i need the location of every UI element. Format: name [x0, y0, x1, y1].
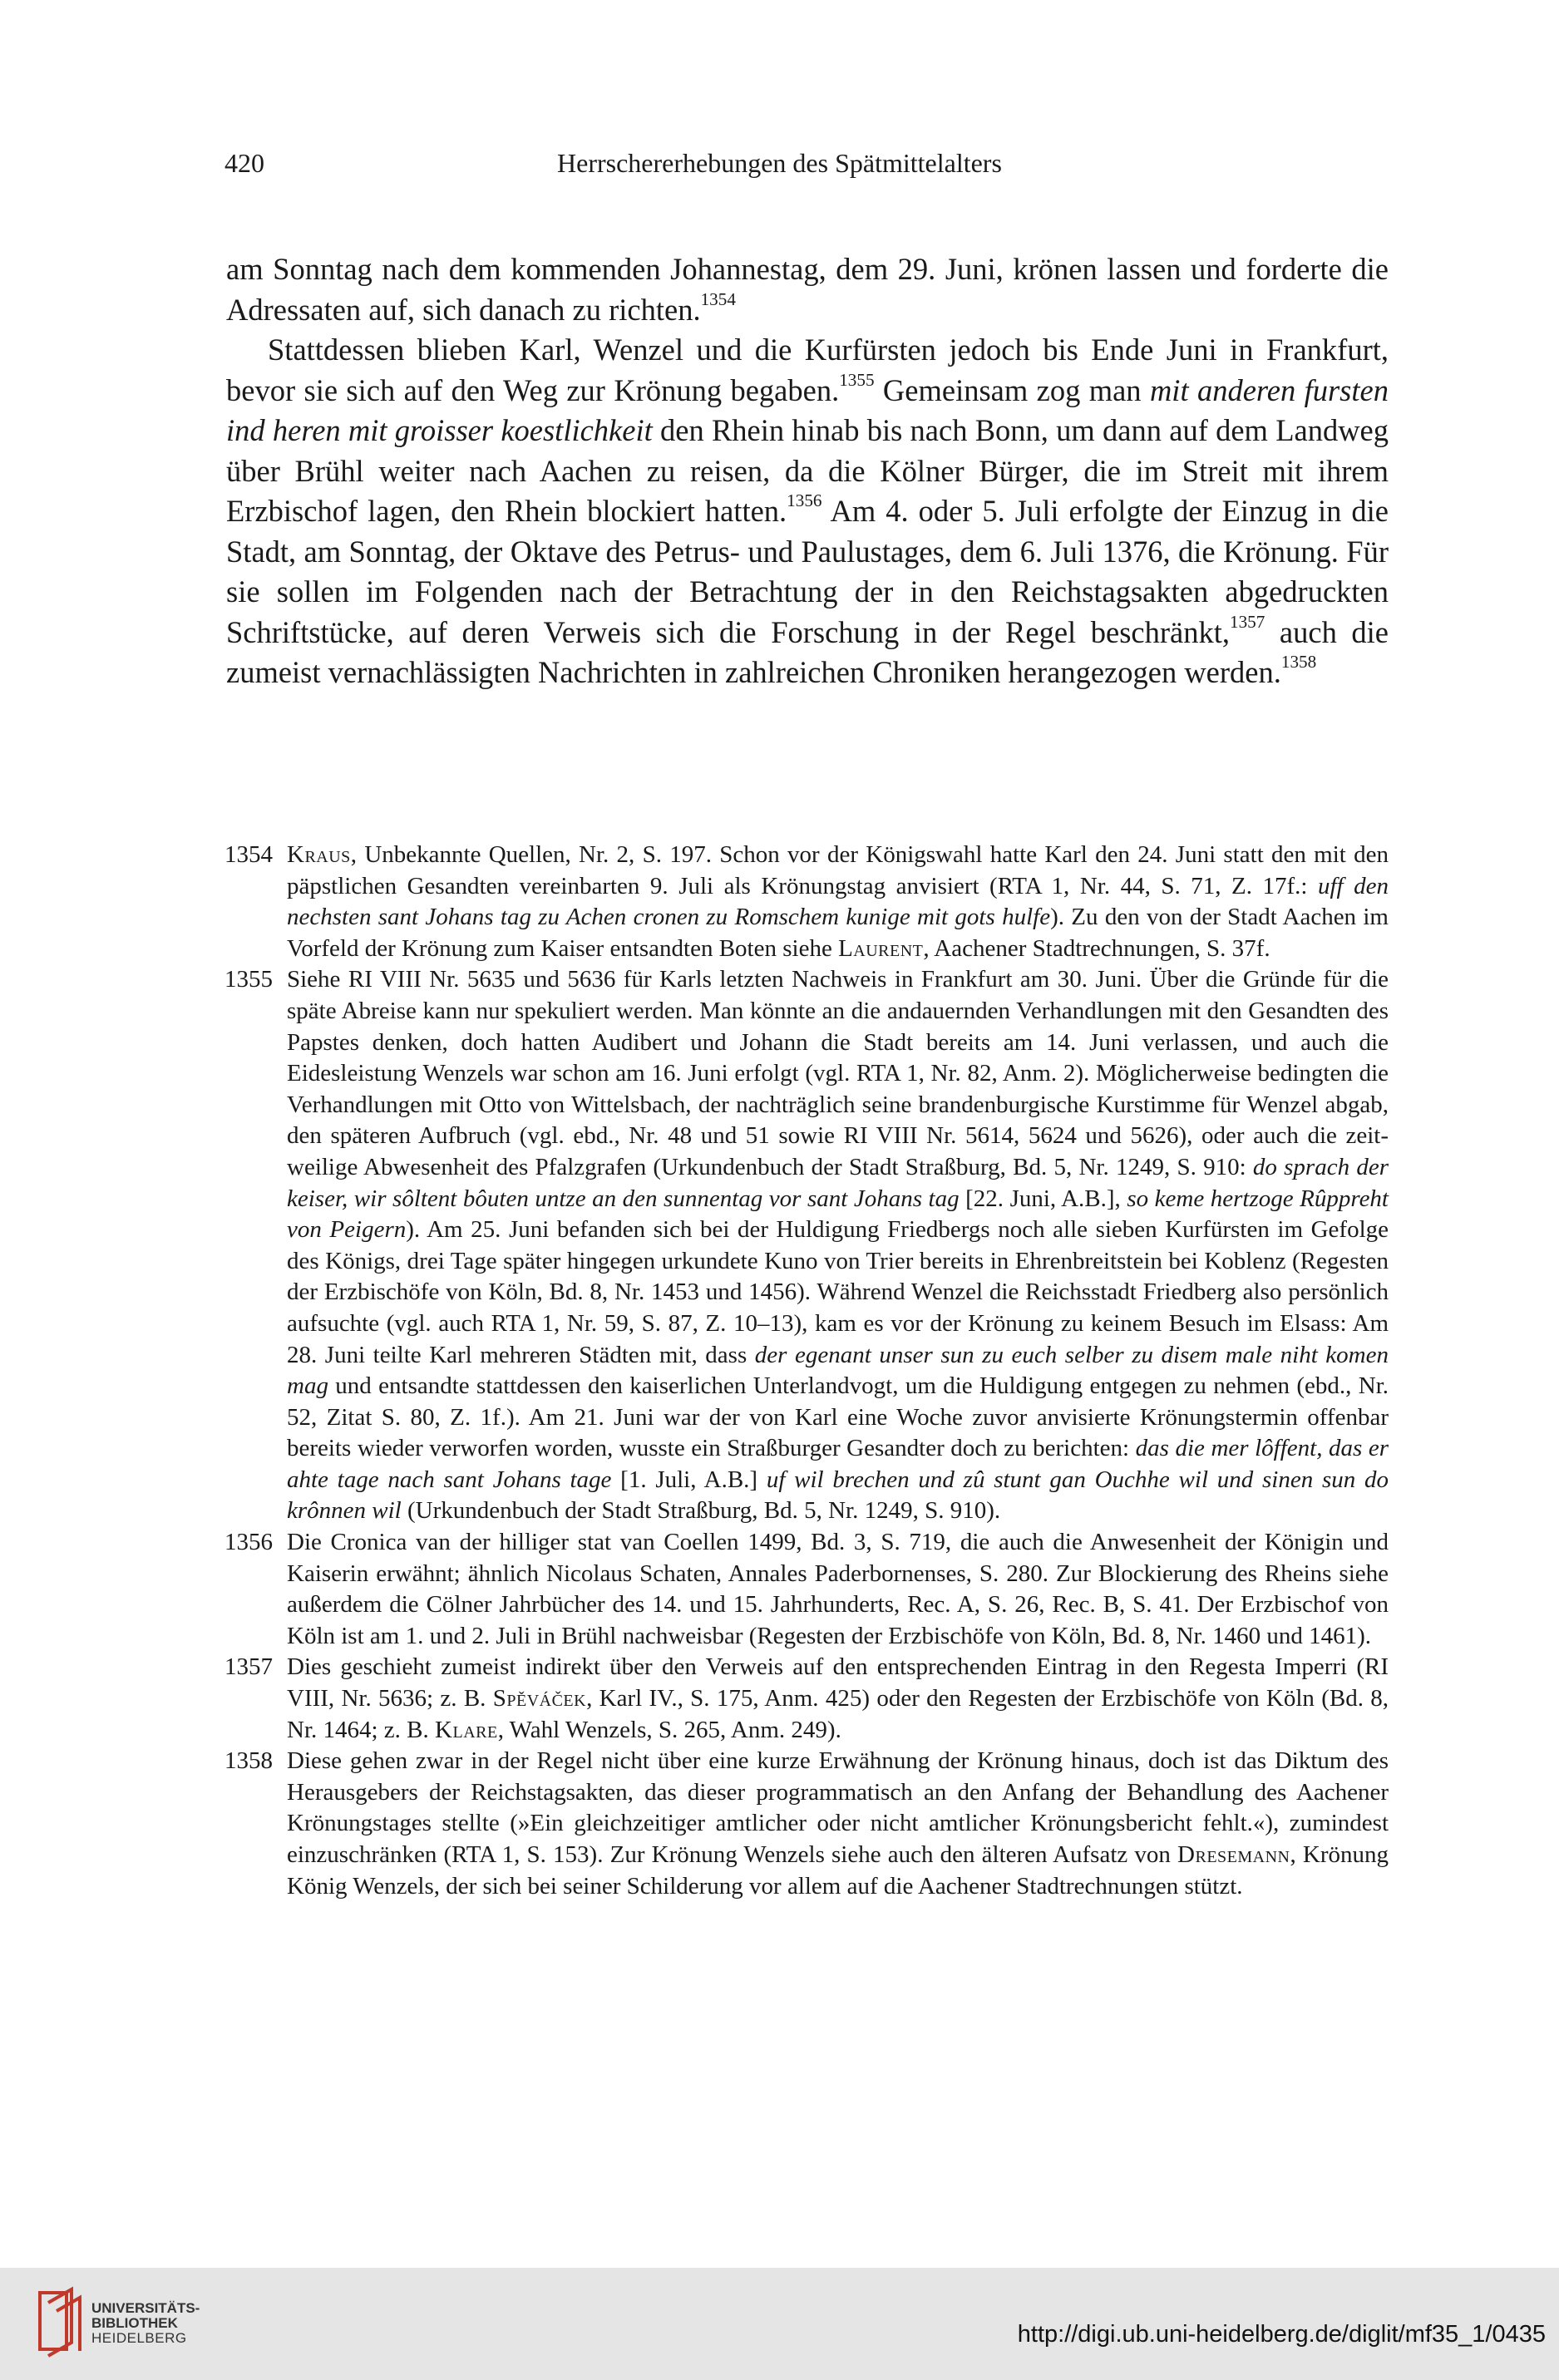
- text-run: den Rhein hinab bis nach Bonn, um dann auf dem Landweg über Brühl weiter nach Aachen zu reisen, da die Kölner Bürger, die im Streit mit ihrem Erzbischof lagen, den Rhein blockiert hatten.: [226, 413, 1389, 528]
- footnote-number: 1356: [224, 1529, 273, 1556]
- text-run: , Krönung König Wenzels, der sich bei seiner Schilderung vor allem auf die Aachener Stadtrechnungen stützt.: [287, 1841, 1389, 1900]
- footnote-1358: [224, 1746, 1389, 1902]
- running-title: Herrschererhebungen des Spätmittelalters: [557, 148, 1002, 178]
- author-name: Spěváček: [492, 1685, 587, 1712]
- footnote-number: 1354: [224, 841, 273, 868]
- footnote-1356: [224, 1527, 1389, 1652]
- author-name: Dresemann: [1177, 1841, 1290, 1868]
- footnote-number: 1355: [224, 966, 273, 993]
- author-name: Kraus: [287, 841, 351, 868]
- permalink-url[interactable]: http://digi.ub.uni-heidelberg.de/diglit/mf35_1/0435: [1017, 2321, 1546, 2348]
- text-run: Diese gehen zwar in der Regel nicht über eine kurze Erwähnung der Krönung hinaus, doch ist das Diktum des Herausgebers der Reichstagsakten, das dieser programmatisch an den Anfang der Behandlung des Aachener Krönungstages stellte (»Ein gleichzeitiger amtlicher oder nicht amtlicher Krönungsbericht fehlt.«), zumindest einzuschränken (RTA 1, S. 153). Zur Krönung Wenzels siehe auch den älteren Aufsatz von: [287, 1747, 1389, 1868]
- author-name: Klare: [435, 1716, 498, 1743]
- footnote-ref-1357[interactable]: 1357: [1230, 611, 1265, 632]
- quote-italic: das die mer lôffent, das er ahte tage nach sant Johans tage: [287, 1435, 1389, 1493]
- text-run: am Sonntag nach dem kommenden Johannestag, dem 29. Juni, krönen lassen und forderte die Adressaten auf, sich danach zu richten.: [226, 252, 1389, 327]
- footnote-number: 1358: [224, 1747, 273, 1775]
- quote-italic: uf wil brechen und zû stunt gan Ouchhe wil und sinen sun do krônnen wil: [287, 1466, 1389, 1525]
- text-run: (Urkundenbuch der Stadt Straßburg, Bd. 5, Nr. 1249, S. 910).: [401, 1497, 1001, 1525]
- library-name-line: UNIVERSITÄTS-: [91, 2300, 200, 2316]
- library-name-line: HEIDELBERG: [91, 2330, 187, 2346]
- footnotes: [224, 840, 1389, 1902]
- digitization-footer: [0, 2268, 1559, 2380]
- quote-italic: so keme hertzoge Rûppreht von Peigern: [287, 1185, 1389, 1244]
- text-run: Die Cronica van der hilliger stat van Coellen 1499, Bd. 3, S. 719, die auch die Anwesenheit der Königin und Kaiserin erwähnt; ähnlich Nicolaus Schaten, Annales Paderbornenses, S. 280. Zur Blockierung des Rheins siehe außerdem die Cölner Jahrbücher des 14. und 15. Jahrhunderts, Rec. A, S. 26, Rec. B, S. 41. Der Erzbischof von Köln ist am 1. und 2. Juli in Brühl nachweisbar (Regesten der Erzbischöfe von Köln, Bd. 8, Nr. 1460 und 1461).: [287, 1529, 1389, 1649]
- footnote-ref-1355[interactable]: 1355: [839, 369, 875, 390]
- text-run: auch die zumeist vernachlässigten Nachrichten in zahlreichen Chroniken herangezogen werden.: [226, 614, 1389, 689]
- text-run: Dies geschieht zumeist indirekt über den Verweis auf den entsprechenden Eintrag in den Regesta Imperri (RI VIII, Nr. 5636; z. B.: [287, 1653, 1389, 1712]
- text-run: [22. Juni, A.B.],: [959, 1185, 1127, 1212]
- main-text: [226, 249, 1389, 693]
- text-run: und entsandte stattdessen den kaiserlichen Unterlandvogt, um die Huldigung entgegen zu nehmen (ebd., Nr. 52, Zitat S. 80, Z. 1f.). Am 21. Juni war der von Karl eine Woche zuvor anvisierte Krönungstermin offenbar bereits wieder verworfen worden, wusste ein Straßburger Gesandter doch zu berichten:: [287, 1372, 1389, 1462]
- page-number: 420: [224, 148, 264, 178]
- text-run: Am 4. oder 5. Juli erfolgte der Einzug in die Stadt, am Sonntag, der Oktave des Petrus- und Paulustages, dem 6. Juli 1376, die Krönung. Für sie sollen im Folgenden nach der Betrachtung der in den Reichstagsakten abgedruckten Schriftstücke, auf deren Verweis sich die Forschung in der Regel beschränkt,: [226, 494, 1389, 649]
- footnote-1355: [224, 964, 1389, 1527]
- paragraph-1: [226, 249, 1389, 330]
- text-run: , Aachener Stadtrechnungen, S. 37f.: [923, 934, 1270, 962]
- footnote-1354: [224, 840, 1389, 964]
- footnote-1357: [224, 1652, 1389, 1746]
- text-run: ). Am 25. Juni befanden sich bei der Huldigung Friedbergs noch alle sieben Kurfürsten im Gefolge des Königs, drei Tage später hingegen urkundete Kuno von Trier bereits in Ehrenbreitstein bei Koblenz (Regesten der Erzbischöfe von Köln, Bd. 8, Nr. 1453 und 1456). Während Wenzel die Reichsstadt Friedberg also persönlich aufsuchte (vgl. auch RTA 1, Nr. 59, S. 87, Z. 10–13), kam es vor der Krönung zu keinem Besuch im Elsass: Am 28. Juni teilte Karl mehreren Städten mit, dass: [287, 1216, 1389, 1368]
- text-run: Gemeinsam zog man: [874, 372, 1150, 407]
- library-name-line: BIBLIOTHEK: [91, 2315, 178, 2331]
- text-run: , Unbekannte Quellen, Nr. 2, S. 197. Schon vor der Königswahl hatte Karl den 24. Juni statt den mit den päpstlichen Gesandten vereinbarten 9. Juli als Krönungstag anvisiert (RTA 1, Nr. 44, S. 71, Z. 17f.:: [287, 841, 1389, 899]
- text-run: Stattdessen blieben Karl, Wenzel und die Kurfürsten jedoch bis Ende Juni in Frankfurt, bevor sie sich auf den Weg zur Krönung begaben.: [226, 333, 1389, 407]
- text-run: , Karl IV., S. 175, Anm. 425) oder den Regesten der Erzbischöfe von Köln (Bd. 8, Nr. 1464; z. B.: [287, 1685, 1389, 1743]
- text-run: , Wahl Wenzels, S. 265, Anm. 249).: [497, 1716, 841, 1743]
- footnote-ref-1356[interactable]: 1356: [787, 490, 822, 511]
- library-name: [91, 2301, 200, 2346]
- footnote-number: 1357: [224, 1653, 273, 1681]
- footnote-ref-1354[interactable]: 1354: [700, 288, 736, 309]
- quote-italic: uff den nechsten sant Johans tag zu Achen cronen zu Romschem kunige mit gots hulfe: [287, 872, 1389, 931]
- text-run: ). Zu den von der Stadt Aachen im Vorfeld der Krönung zum Kaiser entsandten Boten siehe: [287, 904, 1389, 962]
- text-run: Siehe RI VIII Nr. 5635 und 5636 für Karls letzten Nachweis in Frankfurt am 30. Juni. Über die Gründe für die späte Abreise kann nur spekuliert werden. Man könnte an die andauernden Verhandlungen mit den Gesandten des Papstes denken, doch hatten Audibert und Johann die Stadt bereits am 14. Juni verlassen, und auch die Eidesleistung Wenzels war schon am 16. Juni erfolgt (vgl. RTA 1, Nr. 82, Anm. 2). Möglicherweise bedingten die Verhandlungen mit Otto von Wittelsbach, der nachträglich seine brandenburgische Kurstimme für Wenzel abgab, den späteren Aufbruch (vgl. ebd., Nr. 48 und 51 sowie RI VIII Nr. 5614, 5624 und 5626), oder auch die zeitweilige Abwesenheit des Pfalzgrafen (Urkundenbuch der Stadt Straßburg, Bd. 5, Nr. 1249, S. 910:: [287, 966, 1389, 1180]
- footnote-ref-1358[interactable]: 1358: [1280, 652, 1317, 673]
- library-logo-icon[interactable]: [30, 2284, 96, 2363]
- author-name: Laurent: [838, 934, 924, 962]
- text-run: [1. Juli, A.B.]: [611, 1466, 767, 1493]
- quote-italic: mit anderen fursten ind heren mit groisser koestlichkeit: [226, 372, 1389, 447]
- paragraph-2: [226, 330, 1389, 693]
- quote-italic: do sprach der keiser, wir sôltent bôuten untze an den sunnentag vor sant Johans tag: [287, 1153, 1389, 1212]
- quote-italic: der egenant unser sun zu euch selber zu disem male niht komen mag: [287, 1341, 1389, 1400]
